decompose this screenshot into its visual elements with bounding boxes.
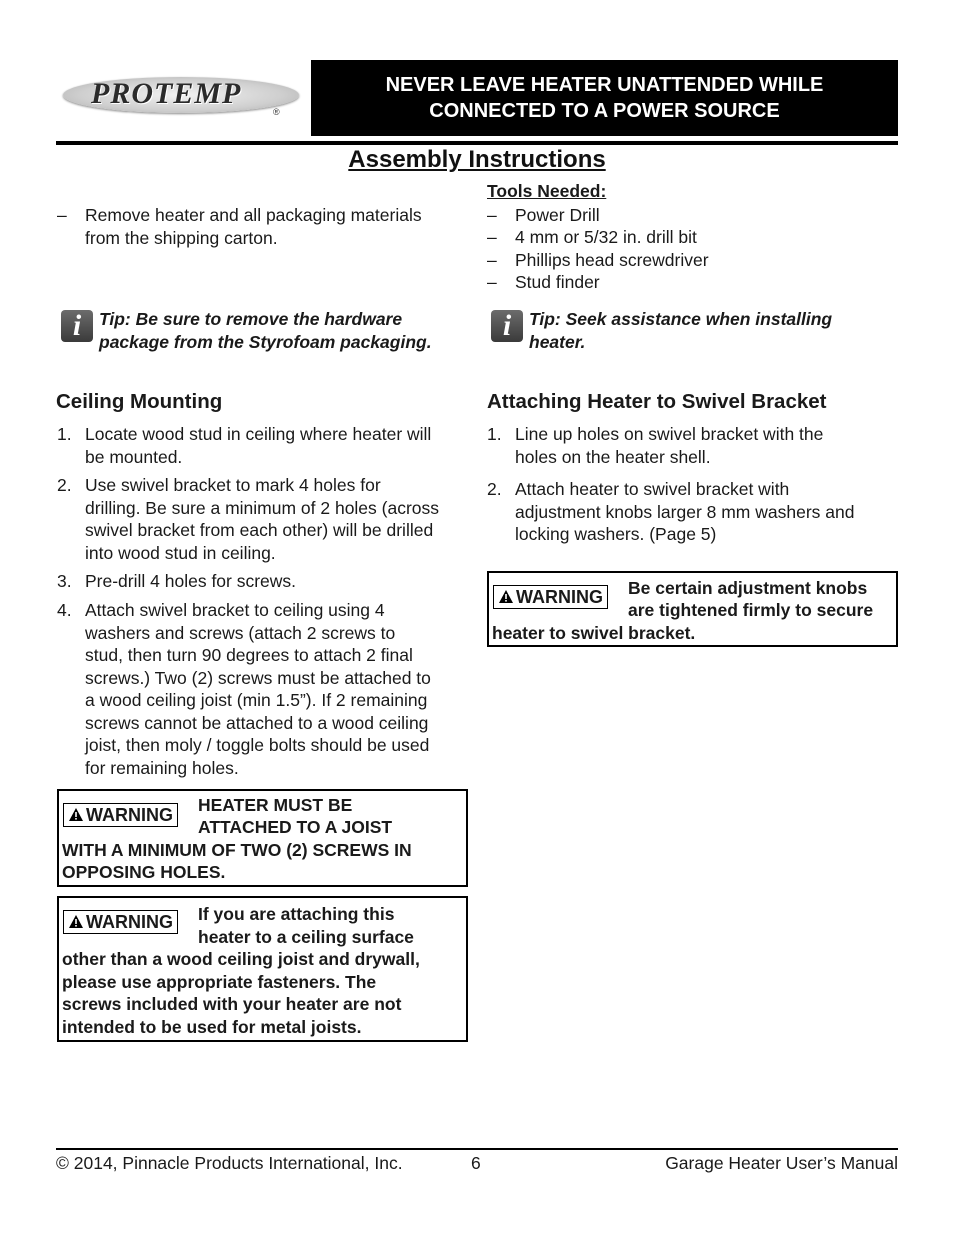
info-icon: i — [61, 310, 93, 342]
step-line: a wood ceiling joist (min 1.5”). If 2 remaining — [85, 690, 428, 710]
intro-item — [57, 204, 477, 250]
step-line: Pre-drill 4 holes for screws. — [85, 571, 297, 591]
footer-page-number: 6 — [471, 1153, 481, 1173]
warning-text-line: ATTACHED TO A JOIST — [198, 817, 393, 837]
warning-text-line: other than a wood ceiling joist and drywall, — [62, 949, 420, 969]
step-line: be mounted. — [85, 446, 183, 467]
warning-text-line: intended to be used for metal joists. — [62, 1017, 362, 1037]
warning-text-line: WITH A MINIMUM OF TWO (2) SCREWS IN — [62, 840, 412, 860]
logo-wordmark: PROTEMP — [91, 77, 242, 110]
warning-text-line: screws included with your heater are not — [62, 994, 402, 1014]
step-number: 2. — [57, 475, 72, 495]
step-line: washers and screws (attach 2 screws to — [85, 622, 396, 643]
step-line: swivel bracket from each other) will be drilled — [85, 520, 434, 540]
ceiling-mounting-heading: Ceiling Mounting — [56, 390, 223, 413]
tip-line-2: heater. — [529, 331, 586, 352]
step-line: into wood stud in ceiling. — [85, 542, 276, 563]
warning-label: WARNING — [86, 912, 173, 932]
step-number: 4. — [57, 600, 72, 620]
step-number: 2. — [487, 479, 502, 499]
warning-label: WARNING — [516, 587, 603, 607]
footer-divider — [56, 1148, 898, 1150]
warning-triangle-icon — [498, 589, 514, 604]
warning-fasteners-box — [57, 896, 468, 1042]
tool-name: Phillips head screwdriver — [515, 250, 709, 270]
warning-badge — [63, 910, 178, 934]
tool-name: Power Drill — [515, 205, 600, 225]
warning-text-line: heater to a ceiling surface — [198, 927, 414, 947]
warning-badge — [63, 803, 178, 827]
safety-banner — [311, 60, 898, 136]
warning-text-line: HEATER MUST BE — [198, 795, 353, 815]
registered-mark: ® — [273, 107, 280, 117]
step-line: Attach heater to swivel bracket with — [515, 479, 790, 499]
step-line: Attach swivel bracket to ceiling using 4 — [85, 600, 385, 620]
swivel-bracket-heading: Attaching Heater to Swivel Bracket — [487, 390, 827, 413]
dash-marker: – — [487, 250, 497, 270]
tip-remove-hardware — [61, 308, 471, 354]
dash-marker: – — [487, 205, 497, 225]
tip-line-2: package from the Styrofoam packaging. — [99, 331, 432, 352]
warning-text-line: heater to swivel bracket. — [492, 623, 696, 643]
step-line: Line up holes on swivel bracket with the — [515, 424, 824, 444]
step-line: stud, then turn 90 degrees to attach 2 final — [85, 645, 413, 665]
step-line: joist, then moly / toggle bolts should be used — [85, 735, 430, 755]
tip-line-1: Tip: Be sure to remove the hardware — [99, 309, 403, 329]
tip-line-1: Tip: Seek assistance when installing — [529, 309, 833, 329]
step-line: Use swivel bracket to mark 4 holes for — [85, 475, 381, 495]
step-number: 3. — [57, 571, 72, 591]
warning-label: WARNING — [86, 805, 173, 825]
footer-manual-title: Garage Heater User’s Manual — [665, 1153, 898, 1173]
protemp-logo — [57, 63, 305, 125]
step-line: drilling. Be sure a minimum of 2 holes (across — [85, 497, 440, 518]
warning-knobs-box — [487, 571, 898, 647]
step-number: 1. — [487, 424, 502, 444]
intro-line-1: Remove heater and all packaging materials — [85, 205, 422, 225]
warning-text-line: If you are attaching this — [198, 904, 395, 924]
tool-name: Stud finder — [515, 272, 600, 292]
tool-name: 4 mm or 5/32 in. drill bit — [515, 227, 697, 247]
step-line: Locate wood stud in ceiling where heater will — [85, 424, 432, 444]
page-title: Assembly Instructions — [348, 146, 606, 173]
header-divider — [56, 141, 898, 145]
dash-marker: – — [487, 227, 497, 247]
info-icon: i — [491, 310, 523, 342]
footer-copyright: © 2014, Pinnacle Products International, Inc. — [56, 1153, 403, 1173]
step-line: for remaining holes. — [85, 757, 239, 778]
warning-badge — [493, 585, 608, 609]
step-number: 1. — [57, 424, 72, 444]
step-line: screws.) Two (2) screws must be attached to — [85, 667, 431, 688]
step-line: screws cannot be attached to a wood ceiling — [85, 712, 429, 733]
warning-text-line: please use appropriate fasteners. The — [62, 972, 377, 992]
dash-marker: – — [57, 205, 67, 225]
tools-needed-heading: Tools Needed: — [487, 181, 607, 201]
warning-text-line: Be certain adjustment knobs — [628, 578, 868, 598]
dash-marker: – — [487, 272, 497, 292]
step-line: holes on the heater shell. — [515, 446, 711, 467]
intro-line-2: from the shipping carton. — [85, 227, 278, 248]
warning-text-line: are tightened firmly to secure — [628, 600, 874, 620]
banner-line-2: CONNECTED TO A POWER SOURCE — [429, 100, 780, 122]
step-line: adjustment knobs larger 8 mm washers and — [515, 501, 855, 522]
warning-joist-box — [57, 789, 468, 887]
warning-triangle-icon — [68, 807, 84, 822]
tip-seek-assistance — [491, 308, 891, 354]
warning-text-line: OPPOSING HOLES. — [62, 862, 226, 882]
banner-line-1: NEVER LEAVE HEATER UNATTENDED WHILE — [385, 74, 824, 96]
warning-triangle-icon — [68, 914, 84, 929]
step-line: locking washers. (Page 5) — [515, 524, 717, 544]
